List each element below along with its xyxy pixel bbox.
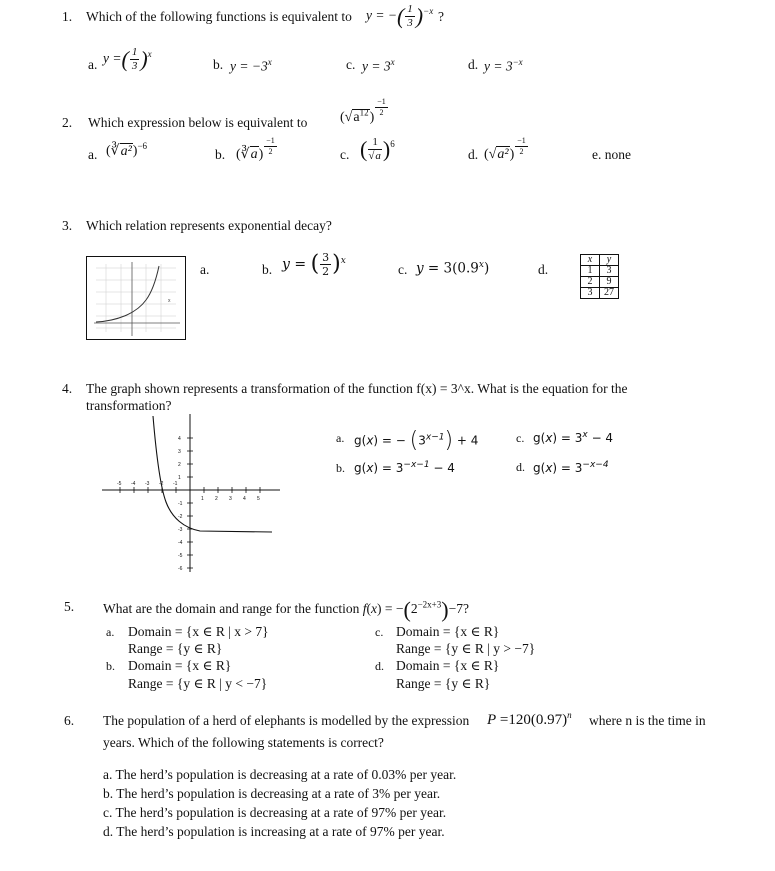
q5-option-d-domain[interactable]: Domain = {x ∈ R} [396, 658, 500, 673]
y-tick-label: -3 [178, 527, 183, 533]
q5-option-c-domain[interactable]: Domain = {x ∈ R} [396, 624, 500, 639]
q6-option-c[interactable]: c. The herd’s population is decreasing at a rate of 97% per year. [103, 805, 447, 820]
table-row [581, 266, 619, 277]
table-cell: 1 [581, 266, 600, 277]
q5-option-b-range: Range = {y ∈ R | y < −7} [128, 676, 268, 691]
y-tick-label: -6 [178, 566, 183, 572]
q1-expression: y = −( $\frac{1}{3}$ )$^{-x}$ [366, 3, 434, 29]
x-tick-label: 4 [243, 496, 246, 502]
q6-option-b[interactable]: b. The herd’s population is decreasing at a rate of 3% per year. [103, 786, 441, 801]
q3-option-c[interactable]: $y = 3(0.9^x)$ [416, 260, 490, 277]
q2-option-a-letter: a. [88, 147, 98, 162]
table-cell: 2 [581, 277, 600, 288]
q1-question-mark: ? [438, 9, 444, 24]
q1-option-d-letter: d. [468, 57, 479, 72]
x-tick-label: 1 [201, 496, 204, 502]
q4-graph [100, 412, 285, 577]
q1-option-a-letter: a. [88, 57, 98, 72]
q6-stem-line1a: The population of a herd of elephants is modelled by the expression [103, 713, 470, 728]
x-tick-label: 5 [257, 496, 260, 502]
q3-number: 3. [62, 218, 73, 233]
q3-option-d-letter: d. [538, 262, 549, 277]
y-tick-label: -2 [178, 514, 183, 520]
q2-option-c-letter: c. [340, 147, 350, 162]
q2-option-a[interactable]: (∛a²)$^{-6}$ [106, 141, 148, 159]
table-row [581, 288, 619, 299]
q3-option-c-letter: c. [398, 262, 408, 277]
q6-stem-line1b: where n is the time in [589, 713, 706, 728]
q2-option-b-letter: b. [215, 147, 226, 162]
q4-option-c-letter: c. [516, 431, 525, 445]
q5-stem: What are the domain and range for the function $f(x) = -(2^{-2x+3})-7$? [103, 597, 469, 622]
q2-option-c[interactable]: ( $\frac{1}{√a}$ )$^6$ [360, 136, 395, 162]
y-tick-label: -1 [178, 501, 183, 507]
q1-option-b[interactable]: $y = -3^x$ [230, 57, 272, 74]
q4-option-d[interactable]: $g(x) = 3^{-x-4}$ [533, 460, 609, 475]
q1-option-d[interactable]: $y = 3^{-x}$ [484, 57, 523, 74]
q6-stem-line2: years. Which of the following statements is correct? [103, 735, 384, 750]
q2-option-d-letter: d. [468, 147, 479, 162]
q1-option-b-letter: b. [213, 57, 224, 72]
q3-stem: Which relation represents exponential decay? [86, 218, 332, 233]
q2-expression: $(√a^{12})$ $^{\frac{-1}{2}}$ [340, 97, 386, 126]
q3-option-a-letter: a. [200, 262, 210, 277]
table-header-x: x [581, 255, 600, 266]
q6-option-a[interactable]: a. The herd’s population is decreasing at a rate of 0.03% per year. [103, 767, 457, 782]
q3-option-b[interactable]: y = ( $\frac{3}{2}$ )$^x$ [282, 251, 346, 278]
q4-option-a[interactable]: g(x) = − $(3^{x-1}) + 4$ [354, 428, 479, 453]
q3-option-a-graph[interactable] [86, 256, 186, 340]
y-tick-label: 3 [178, 449, 181, 455]
q4-stem-line2: transformation? [86, 398, 172, 413]
q4-option-b-letter: b. [336, 461, 345, 475]
q6-option-d[interactable]: d. The herd’s population is increasing at a rate of 97% per year. [103, 824, 445, 839]
q5-option-a-letter: a. [106, 625, 115, 639]
transformed-curve [153, 416, 272, 532]
q1-stem: Which of the following functions is equivalent to [86, 9, 352, 24]
q2-number: 2. [62, 115, 73, 130]
y-tick-label: -4 [178, 540, 183, 546]
q2-stem: Which expression below is equivalent to [88, 115, 308, 130]
q2-option-b[interactable]: (∛a) $^{\frac{-1}{2}}$ [236, 136, 275, 163]
x-tick-label: -3 [145, 481, 150, 487]
table-cell: 27 [600, 288, 619, 299]
table-cell: 9 [600, 277, 619, 288]
table-row [581, 277, 619, 288]
q5-option-b-domain[interactable]: Domain = {x ∈ R} [128, 658, 232, 673]
y-tick-label: 1 [178, 475, 181, 481]
x-tick-label: -4 [131, 481, 136, 487]
x-tick-label: -5 [117, 481, 122, 487]
q4-option-b[interactable]: $g(x) = 3^{-x-1} - 4$ [354, 460, 455, 475]
q5-option-d-letter: d. [375, 659, 384, 673]
q6-expression: $P =120(0.97)^n$ [487, 710, 572, 728]
q3-option-b-letter: b. [262, 262, 273, 277]
table-cell: 3 [581, 288, 600, 299]
q1-option-a[interactable]: y =( $\frac{1}{3}$ )$^x$ [103, 46, 152, 72]
curve-label: x [168, 298, 171, 304]
q4-option-a-letter: a. [336, 431, 345, 445]
x-tick-label: 2 [215, 496, 218, 502]
table-header-y: y [600, 255, 619, 266]
q5-number: 5. [64, 599, 75, 614]
q3-option-d-table[interactable] [580, 254, 619, 299]
q6-number: 6. [64, 713, 75, 728]
q5-option-a-range: Range = {y ∈ R} [128, 641, 223, 656]
q4-option-c[interactable]: $g(x) = 3^x - 4$ [533, 430, 614, 445]
y-tick-label: 2 [178, 462, 181, 468]
x-tick-label: -2 [159, 481, 164, 487]
q4-number: 4. [62, 381, 73, 396]
q4-option-d-letter: d. [516, 460, 525, 474]
y-tick-label: -5 [178, 553, 183, 559]
graph-frame [87, 257, 186, 340]
y-tick-label: 4 [178, 436, 181, 442]
table-cell: 3 [600, 266, 619, 277]
q1-option-c-letter: c. [346, 57, 356, 72]
q5-option-a-domain[interactable]: Domain = {x ∈ R | x > 7} [128, 624, 269, 639]
q5-option-c-range: Range = {y ∈ R | y > −7} [396, 641, 536, 656]
x-tick-label: -1 [173, 481, 178, 487]
q1-number: 1. [62, 9, 73, 24]
q5-option-c-letter: c. [375, 625, 384, 639]
q2-option-d[interactable]: (√a²) $^{\frac{-1}{2}}$ [484, 136, 526, 163]
q4-stem-line1: The graph shown represents a transformation of the function f(x) = 3^x. What is the equation for the [86, 381, 628, 396]
q5-option-d-range: Range = {y ∈ R} [396, 676, 491, 691]
x-tick-label: 3 [229, 496, 232, 502]
q5-option-b-letter: b. [106, 659, 115, 673]
q2-option-e[interactable]: e. none [592, 147, 631, 162]
table-header-row [581, 255, 619, 266]
q1-option-c[interactable]: $y = 3^x$ [362, 57, 395, 74]
